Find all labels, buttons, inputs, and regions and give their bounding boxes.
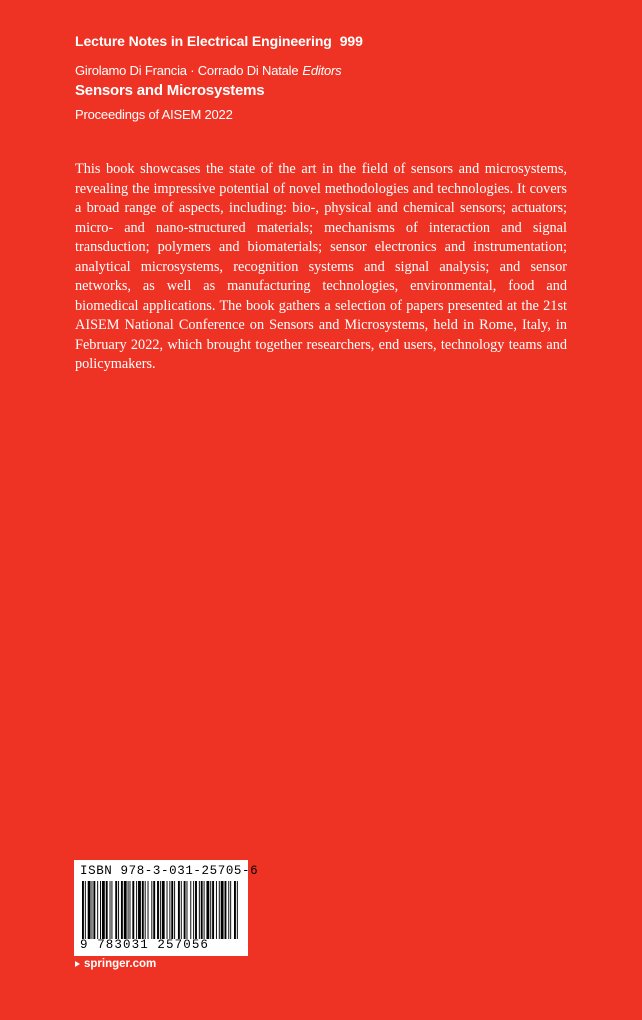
series-number: 999 <box>339 33 363 49</box>
book-title: Sensors and Microsystems <box>75 82 265 99</box>
barcode-bar <box>145 881 146 939</box>
barcode-bar <box>181 881 182 939</box>
barcode-bar <box>88 881 91 939</box>
barcode-bar <box>190 881 191 939</box>
barcode-bar <box>153 881 155 939</box>
barcode-bar <box>187 881 188 939</box>
barcode-bar <box>136 881 137 939</box>
barcode-bar <box>219 881 220 939</box>
barcode-bar <box>234 881 236 939</box>
barcode-bar <box>201 881 203 939</box>
editors-line <box>75 63 341 78</box>
barcode-bar <box>138 881 141 939</box>
triangle-right-icon <box>75 961 80 967</box>
barcode-bar <box>110 881 111 939</box>
barcode-bar <box>195 881 197 939</box>
publisher-link[interactable] <box>75 958 156 970</box>
series-line <box>75 33 363 49</box>
publisher-url: springer.com <box>84 958 157 970</box>
book-subtitle: Proceedings of AISEM 2022 <box>75 107 233 122</box>
barcode-bar <box>230 881 231 939</box>
ean-digits: 9 783031 257056 <box>80 938 210 952</box>
barcode-bar <box>142 881 144 939</box>
barcode-bar <box>210 881 211 939</box>
barcode-bar <box>199 881 200 939</box>
barcode-bar <box>178 881 180 939</box>
barcode-bar <box>160 881 161 939</box>
isbn-label: ISBN 978-3-031-25705-6 <box>80 864 259 878</box>
barcode-bar <box>221 881 224 939</box>
barcode-bar <box>148 881 149 939</box>
barcode-bar <box>102 881 105 939</box>
barcode-bar <box>174 881 175 939</box>
isbn-barcode <box>74 860 259 956</box>
editor-names: Girolamo Di Francia · Corrado Di Natale <box>75 63 299 78</box>
barcode-bar <box>216 881 217 939</box>
barcode-bar <box>92 881 93 939</box>
barcode-bar <box>206 881 209 939</box>
barcode-bar <box>132 881 134 939</box>
barcode-bar <box>93 881 95 939</box>
barcode-bar <box>162 881 165 939</box>
barcode-bar <box>204 881 205 939</box>
barcode-bar <box>111 881 112 939</box>
barcode-bar <box>237 881 238 939</box>
barcode-bar <box>225 881 227 939</box>
barcode-bar <box>128 881 129 939</box>
barcode-bar <box>124 881 127 939</box>
barcode-bar <box>118 881 119 939</box>
barcode-bar <box>171 881 173 939</box>
barcode-bar <box>184 881 186 939</box>
editors-role: Editors <box>302 63 342 78</box>
barcode-bar <box>100 881 101 939</box>
barcode-bar <box>193 881 194 939</box>
barcode-bar <box>82 881 84 939</box>
barcode-bar <box>228 881 229 939</box>
barcode-bar <box>167 881 168 939</box>
barcode-bar <box>106 881 108 939</box>
book-description: This book showcases the state of the art in the field of sensors and microsystems, revealing the impressive potential of novel methodologies and technologies. It covers a broad range of aspects, including: bio-, physical and chemical sensors; actuators; micro- and nano-structured materials; mechanisms of interaction and signal transduction; polymers and biomaterials; sensor electronics and instrumentation; analytical microsystems, recognition systems and signal analysis; and sensor networks, as well as manufacturing technologies, environmental, food and biomedical applications. The book gathers a selection of papers presented at the 21st AISEM National Conference on Sensors and Microsystems, held in Rome, Italy, in February 2022, which brought together researchers, end users, technology teams and policymakers. <box>75 161 567 372</box>
barcode-bar <box>115 881 117 939</box>
series-name: Lecture Notes in Electrical Engineering <box>75 33 332 49</box>
barcode-bar <box>151 881 152 939</box>
barcode-bar <box>85 881 86 939</box>
barcode-bars <box>80 881 242 939</box>
barcode-bar <box>212 881 214 939</box>
barcode-bar <box>130 881 131 939</box>
barcode-bar <box>121 881 123 939</box>
barcode-bar <box>97 881 98 939</box>
barcode-bar <box>169 881 170 939</box>
barcode-bar <box>157 881 159 939</box>
